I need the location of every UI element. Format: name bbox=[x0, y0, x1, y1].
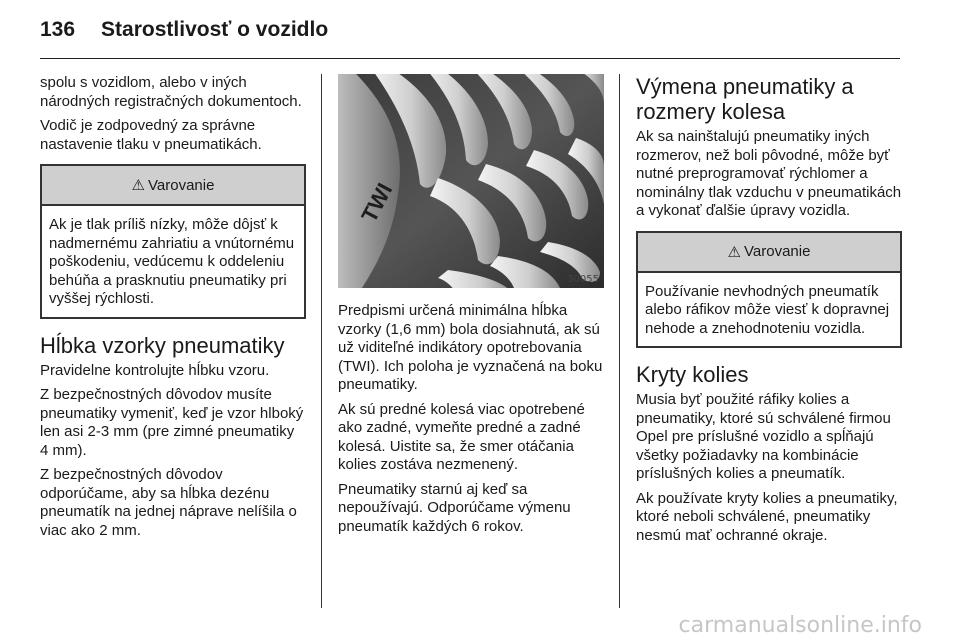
paragraph: Pneumatiky starnú aj keď sa nepoužívajú. Odporúčame výmenu pneumatík každých 6 rokov. bbox=[338, 480, 571, 535]
warning-box bbox=[40, 164, 306, 319]
paragraph: Z bezpečnostných dôvodov odporúčame, aby sa hĺbka dezénu pneumatík na jednej náprave nelíšila o viac ako 2 mm. bbox=[40, 466, 297, 539]
paragraph: Pravidelne kontrolujte hĺbku vzoru. bbox=[40, 361, 270, 379]
page-number: 136 bbox=[40, 18, 76, 41]
warning-triangle-icon: ⚠ bbox=[131, 177, 145, 194]
watermark: carmanualsonline.info bbox=[678, 613, 922, 638]
tire-tread-illustration bbox=[338, 74, 604, 288]
paragraph: spolu s vozidlom, alebo v iných národných registračných dokumentoch. bbox=[40, 74, 302, 110]
warning-header bbox=[42, 166, 304, 206]
warning-header bbox=[638, 233, 900, 273]
warning-title: Varovanie bbox=[744, 243, 811, 260]
column-2 bbox=[338, 74, 606, 542]
header-rule bbox=[40, 58, 900, 59]
tire-tread-image bbox=[338, 74, 604, 288]
column-1 bbox=[40, 74, 306, 546]
page-title: Starostlivosť o vozidlo bbox=[101, 18, 329, 41]
section-heading: Výmena pneumatiky a rozmery kolesa bbox=[636, 74, 854, 124]
page-header bbox=[40, 18, 328, 48]
warning-title: Varovanie bbox=[148, 176, 215, 194]
paragraph: Ak sú predné kolesá viac opotrebené ako zadné, vymeňte predné a zadné kolesá. Uistite sa, že smer otáčania kolies zostáva nezmenený. bbox=[338, 400, 585, 473]
figure-code: 30055 bbox=[567, 274, 599, 285]
column-divider-2 bbox=[619, 74, 620, 608]
paragraph: Vodič je zodpovedný za správne nastavenie tlaku v pneumatikách. bbox=[40, 117, 262, 153]
warning-text: Používanie nevhodných pneumatík alebo ráfikov môže viesť k dopravnej nehode a znehodnoteniu vozidla. bbox=[645, 282, 890, 337]
column-3 bbox=[636, 74, 902, 551]
column-divider-1 bbox=[321, 74, 322, 608]
twi-label: TWI bbox=[356, 179, 398, 227]
warning-box bbox=[636, 231, 902, 349]
section-heading: Hĺbka vzorky pneumatiky bbox=[40, 332, 285, 358]
paragraph: Musia byť použité ráfiky kolies a pneumatiky, ktoré sú schválené firmou Opel pre príslušné vozidlo a spĺňajú všetky požiadavky na kombinácie príslušných kolies a pneumatík. bbox=[636, 391, 891, 482]
warning-text: Ak je tlak príliš nízky, môže dôjsť k nadmernému zahriatiu a vnútornému poškodeniu, vedúcemu k oddeleniu behúňa a prasknutiu pneumatiky pri vyššej rýchlosti. bbox=[49, 216, 295, 307]
paragraph: Ak používate kryty kolies a pneumatiky, ktoré neboli schválené, pneumatiky nesmú mať ochranné okraje. bbox=[636, 489, 898, 544]
paragraph: Predpismi určená minimálna hĺbka vzorky (1,6 mm) bola dosiahnutá, ak sú už viditeľné indikátory opotrebovania (TWI). Ich poloha je vyznačená na boku pneumatiky. bbox=[338, 302, 603, 393]
paragraph: Z bezpečnostných dôvodov musíte pneumatiky vymeniť, keď je vzor hlboký len asi 2-3 mm (pre zimné pneumatiky 4 mm). bbox=[40, 386, 304, 459]
paragraph: Ak sa nainštalujú pneumatiky iných rozmerov, než boli pôvodné, môže byť nutné preprogramovať rýchlomer a nominálny tlak vzduchu v pneumatikách a vykonať ďalšie úpravy vozidla. bbox=[636, 128, 902, 219]
section-heading: Kryty kolies bbox=[636, 362, 749, 387]
warning-triangle-icon: ⚠ bbox=[727, 243, 741, 261]
